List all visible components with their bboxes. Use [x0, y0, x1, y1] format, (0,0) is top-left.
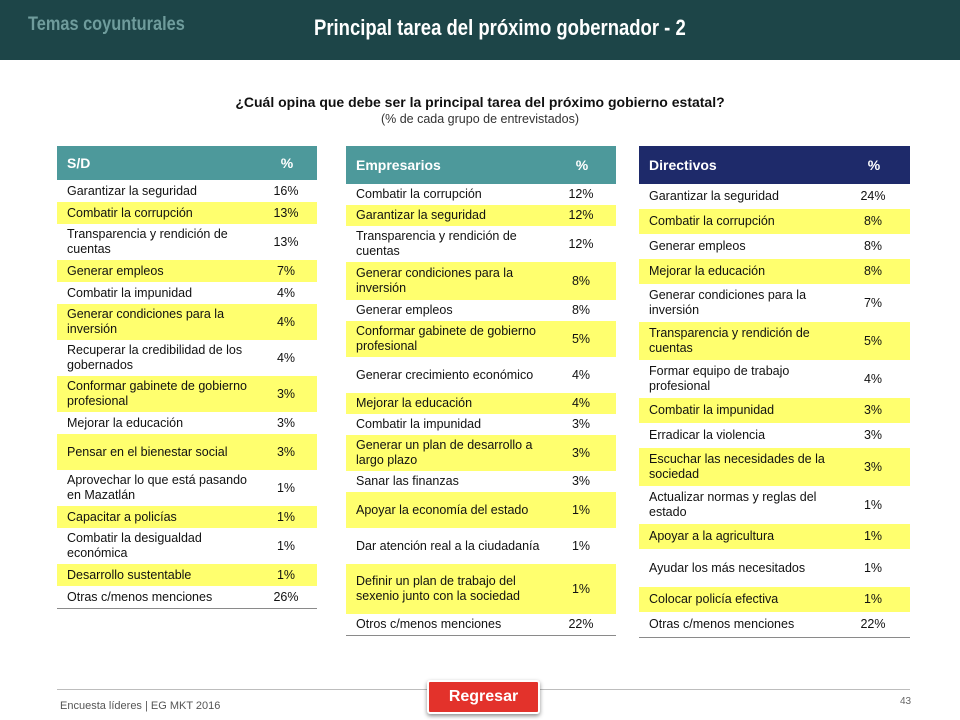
- row-label: Recuperar la credibilidad de los gobernados: [67, 343, 243, 372]
- table-row: [57, 180, 317, 202]
- table-row: [57, 202, 317, 224]
- table-row: [346, 205, 616, 226]
- row-percent: 3%: [863, 403, 883, 417]
- table-row: [346, 393, 616, 414]
- table-row: [57, 412, 317, 434]
- column-header-group: Directivos: [649, 157, 717, 173]
- table-row: [57, 528, 317, 564]
- row-label: Mejorar la educación: [67, 415, 184, 430]
- table-row: [346, 300, 616, 321]
- table-bottom-border: [57, 608, 317, 609]
- table-row: [346, 528, 616, 564]
- row-percent: 12%: [568, 208, 594, 222]
- table-bottom-border: [346, 635, 616, 636]
- row-label: Garantizar la seguridad: [356, 208, 486, 222]
- table-row: [346, 226, 616, 262]
- row-percent: 22%: [860, 617, 886, 631]
- row-label: Garantizar la seguridad: [67, 183, 197, 198]
- row-percent: 1%: [863, 560, 883, 575]
- table-row: [639, 360, 910, 398]
- row-label: Otras c/menos menciones: [649, 617, 795, 631]
- row-label: Generar condiciones para la inversión: [67, 307, 225, 336]
- row-label: Combatir la corrupción: [356, 187, 482, 201]
- table-bottom-border: [639, 637, 910, 638]
- row-percent: 7%: [863, 295, 883, 310]
- row-percent: 3%: [571, 417, 591, 431]
- table-row: [639, 398, 910, 423]
- table-row: [639, 259, 910, 284]
- row-percent: 1%: [863, 497, 883, 512]
- table-row: [346, 614, 616, 635]
- table-row: [57, 586, 317, 608]
- row-label: Garantizar la seguridad: [649, 189, 779, 203]
- row-label: Combatir la impunidad: [649, 403, 775, 417]
- row-label: Apoyar la economía del estado: [356, 502, 529, 517]
- row-percent: 8%: [863, 264, 883, 278]
- row-label: Generar crecimiento económico: [356, 367, 534, 382]
- table-header: [346, 146, 616, 184]
- column-header-group: Empresarios: [356, 157, 441, 173]
- row-percent: 4%: [276, 285, 296, 300]
- row-label: Combatir la impunidad: [356, 417, 482, 431]
- row-label: Escuchar las necesidades de la sociedad: [649, 452, 825, 481]
- table-sd: [57, 146, 317, 609]
- row-label: Capacitar a policías: [67, 509, 177, 524]
- table-directivos: [639, 146, 910, 638]
- row-label: Formar equipo de trabajo profesional: [649, 364, 790, 393]
- table-row: [639, 486, 910, 524]
- table-row: [57, 304, 317, 340]
- table-row: [57, 434, 317, 470]
- table-row: [639, 587, 910, 612]
- table-row: [639, 209, 910, 234]
- row-percent: 3%: [276, 444, 296, 459]
- row-percent: 4%: [276, 314, 296, 329]
- row-percent: 26%: [273, 589, 299, 604]
- table-row: [346, 564, 616, 614]
- table-empresarios: [346, 146, 616, 636]
- row-label: Conformar gabinete de gobierno profesional: [67, 379, 247, 408]
- table-row: [57, 282, 317, 304]
- row-label: Desarrollo sustentable: [67, 567, 192, 582]
- row-percent: 12%: [568, 236, 594, 251]
- row-percent: 1%: [276, 509, 296, 524]
- row-percent: 1%: [863, 592, 883, 606]
- row-percent: 3%: [571, 445, 591, 460]
- table-row: [346, 262, 616, 300]
- row-label: Pensar en el bienestar social: [67, 444, 228, 459]
- row-label: Combatir la impunidad: [67, 285, 193, 300]
- table-row: [639, 322, 910, 360]
- row-percent: 12%: [568, 187, 594, 201]
- row-label: Actualizar normas y reglas del estado: [649, 490, 817, 519]
- column-header-percent: %: [867, 157, 881, 173]
- table-row: [639, 524, 910, 549]
- row-percent: 1%: [571, 581, 591, 596]
- row-label: Colocar policía efectiva: [649, 592, 779, 606]
- table-row: [639, 184, 910, 209]
- table-row: [346, 492, 616, 528]
- column-header-group: S/D: [67, 155, 91, 171]
- row-percent: 4%: [571, 367, 591, 382]
- back-button[interactable]: Regresar: [427, 680, 540, 714]
- row-percent: 3%: [571, 474, 591, 488]
- row-percent: 13%: [273, 205, 299, 220]
- row-label: Combatir la corrupción: [649, 214, 775, 228]
- table-row: [346, 414, 616, 435]
- row-percent: 7%: [276, 263, 296, 278]
- row-percent: 1%: [571, 538, 591, 553]
- row-percent: 3%: [863, 428, 883, 442]
- table-row: [346, 471, 616, 492]
- table-row: [57, 260, 317, 282]
- footer-source: Encuesta líderes | EG MKT 2016: [60, 700, 221, 712]
- table-header: [639, 146, 910, 184]
- row-label: Otras c/menos menciones: [67, 589, 213, 604]
- row-label: Mejorar la educación: [649, 264, 766, 278]
- row-percent: 3%: [863, 459, 883, 474]
- row-percent: 22%: [568, 617, 594, 631]
- top-header-bar: [0, 0, 960, 60]
- table-row: [346, 357, 616, 393]
- row-percent: 4%: [863, 371, 883, 386]
- row-percent: 8%: [863, 214, 883, 228]
- row-label: Combatir la corrupción: [67, 205, 193, 220]
- table-row: [57, 224, 317, 260]
- row-label: Generar empleos: [356, 303, 453, 317]
- row-percent: 1%: [571, 502, 591, 517]
- row-percent: 4%: [276, 350, 296, 365]
- row-label: Dar atención real a la ciudadanía: [356, 538, 540, 553]
- row-percent: 1%: [863, 529, 883, 543]
- table-row: [57, 470, 317, 506]
- row-label: Generar un plan de desarrollo a largo plazo: [356, 438, 533, 467]
- row-label: Generar condiciones para la inversión: [356, 266, 514, 295]
- table-row: [639, 284, 910, 322]
- section-tag: Temas coyunturales: [28, 14, 185, 35]
- row-label: Erradicar la violencia: [649, 428, 766, 442]
- table-row: [57, 376, 317, 412]
- table-row: [346, 321, 616, 357]
- row-label: Generar empleos: [67, 263, 164, 278]
- table-row: [57, 340, 317, 376]
- page-title: Principal tarea del próximo gobernador - 2: [314, 15, 686, 40]
- column-header-percent: %: [280, 155, 294, 171]
- column-header-percent: %: [575, 157, 589, 173]
- table-row: [639, 423, 910, 448]
- row-percent: 8%: [571, 303, 591, 317]
- row-percent: 1%: [276, 538, 296, 553]
- row-percent: 5%: [863, 333, 883, 348]
- row-percent: 4%: [571, 396, 591, 410]
- row-percent: 5%: [571, 331, 591, 346]
- row-label: Mejorar la educación: [356, 396, 473, 410]
- row-label: Combatir la desigualdad económica: [67, 531, 202, 560]
- row-percent: 8%: [571, 273, 591, 288]
- table-row: [57, 506, 317, 528]
- row-percent: 1%: [276, 480, 296, 495]
- row-percent: 16%: [273, 183, 299, 198]
- row-percent: 8%: [863, 239, 883, 253]
- row-percent: 24%: [860, 189, 886, 203]
- row-label: Definir un plan de trabajo del sexenio junto con la sociedad: [356, 574, 521, 603]
- survey-question: ¿Cuál opina que debe ser la principal tarea del próximo gobierno estatal?: [235, 94, 725, 110]
- table-row: [57, 564, 317, 586]
- table-row: [346, 184, 616, 205]
- row-label: Transparencia y rendición de cuentas: [649, 326, 810, 355]
- row-label: Generar condiciones para la inversión: [649, 288, 807, 317]
- row-label: Transparencia y rendición de cuentas: [356, 229, 517, 258]
- row-percent: 13%: [273, 234, 299, 249]
- row-label: Apoyar a la agricultura: [649, 529, 775, 543]
- table-header: [57, 146, 317, 180]
- row-label: Generar empleos: [649, 239, 746, 253]
- table-row: [639, 448, 910, 486]
- row-label: Conformar gabinete de gobierno profesional: [356, 324, 536, 353]
- row-percent: 1%: [276, 567, 296, 582]
- page-number: 43: [900, 696, 912, 707]
- table-row: [639, 549, 910, 587]
- table-row: [639, 612, 910, 637]
- row-label: Transparencia y rendición de cuentas: [67, 227, 228, 256]
- table-row: [346, 435, 616, 471]
- row-percent: 3%: [276, 386, 296, 401]
- row-percent: 3%: [276, 415, 296, 430]
- row-label: Ayudar los más necesitados: [649, 560, 806, 575]
- table-row: [639, 234, 910, 259]
- row-label: Otros c/menos menciones: [356, 617, 502, 631]
- survey-question-subtitle: (% de cada grupo de entrevistados): [380, 112, 580, 126]
- row-label: Aprovechar lo que está pasando en Mazatlán: [67, 473, 247, 502]
- row-label: Sanar las finanzas: [356, 474, 459, 488]
